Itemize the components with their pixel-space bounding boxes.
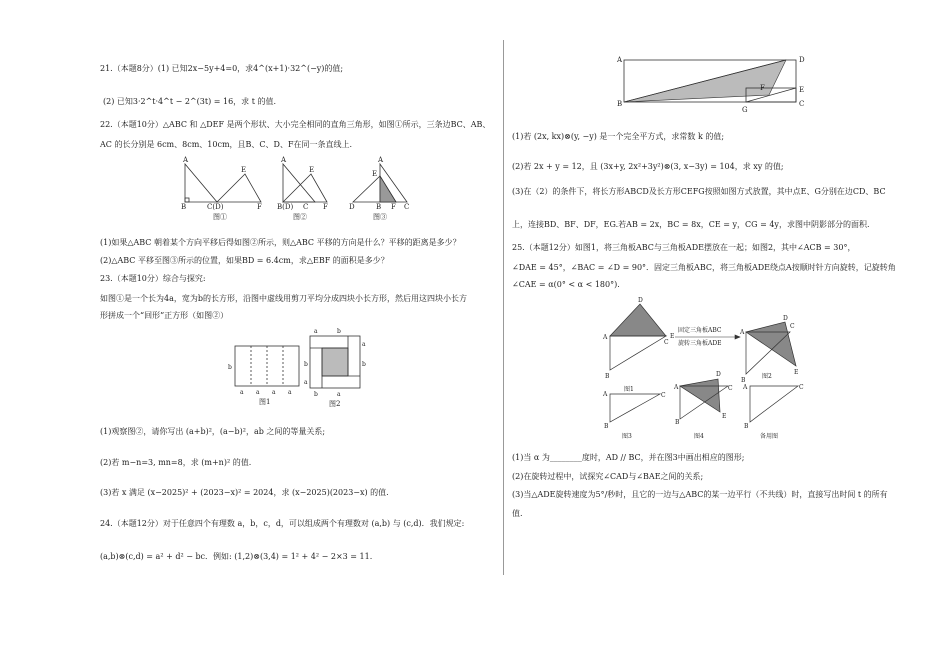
- svg-text:D: D: [799, 56, 805, 64]
- svg-text:A: A: [603, 334, 608, 341]
- q25-part1: (1)当 α 为________度时，AD // BC，并在图3中画出相应的图形;: [512, 453, 745, 462]
- svg-text:b: b: [362, 361, 366, 368]
- svg-text:B: B: [744, 423, 749, 430]
- q23-stem-line1: 如图①是一个长为4a，宽为b的长方形，沿图中虚线用剪刀平均分成四块小长方形，然后用这四块小长方: [100, 294, 467, 303]
- svg-text:B(D): B(D): [277, 203, 294, 211]
- q24-part1: (1)若 (2x, kx)⊗(y, −y) 是一个完全平方式，求常数 k 的值;: [512, 132, 725, 141]
- svg-text:a: a: [272, 389, 276, 396]
- q25-part3-line2: 值.: [512, 509, 523, 518]
- q25-caption-fixed: 固定三角板ABC: [678, 327, 722, 334]
- svg-text:A: A: [378, 156, 384, 164]
- svg-text:B: B: [376, 203, 382, 211]
- q25-figure-1: [602, 297, 674, 393]
- svg-text:A: A: [743, 384, 748, 391]
- svg-text:b: b: [304, 361, 308, 368]
- svg-text:C: C: [303, 203, 309, 211]
- svg-text:E: E: [241, 166, 247, 174]
- svg-text:C: C: [790, 323, 795, 330]
- q24-part2: (2)若 2x + y = 12，且 (3x+y, 2x²+3y²)⊗(3, x−3y) = 104，求 xy 的值;: [512, 162, 784, 171]
- svg-text:E: E: [309, 166, 315, 174]
- q22-stem-line1: 22.（本题10分）△ABC 和 △DEF 是两个形状、大小完全相同的直角三角形，如图①所示，三条边BC、AB、: [100, 120, 491, 129]
- q25-spare-figure: [742, 384, 804, 440]
- q24-part3-line2: 上，连接BD、BF、DF，EG.若AB = 2x，BC = 8x，CE = y，CG = 4y，求图中阴影部分的面积.: [512, 220, 870, 229]
- q22-figure-1: [185, 164, 261, 202]
- svg-text:D: D: [716, 371, 721, 378]
- svg-text:E: E: [722, 413, 727, 420]
- svg-text:B: B: [617, 100, 623, 108]
- q21-part1: 21.（本题8分）(1) 已知2x−5y+4=0，求4^(x+1)·32^(−y)的值;: [100, 64, 344, 73]
- svg-text:E: E: [799, 86, 805, 94]
- svg-text:B: B: [181, 203, 187, 211]
- q23-stem-line2: 形拼成一个“回形”正方形（如图②）: [100, 311, 229, 320]
- svg-text:A: A: [603, 391, 608, 398]
- right-column: [504, 0, 950, 672]
- q24-stem: 24.（本题12分）对于任意四个有理数 a，b，c，d，可以组成两个有理数对 (a,b) 与 (c,d)．我们规定:: [100, 519, 465, 528]
- svg-text:D: D: [783, 315, 788, 322]
- svg-text:A: A: [674, 384, 679, 391]
- q25-figure-2-label: 图2: [762, 373, 772, 380]
- q25-figure-1-label: 图1: [624, 386, 634, 393]
- svg-text:F: F: [391, 203, 396, 211]
- q22-figure-2-label: 图②: [293, 213, 307, 221]
- svg-text:A: A: [740, 329, 745, 336]
- q25-figure-4-label: 图4: [694, 433, 704, 440]
- q25-figure-3-label: 图3: [622, 433, 632, 440]
- q22-part1: (1)如果△ABC 朝着某个方向平移后得如图②所示，则△ABC 平移的方向是什么？平移的距离是多少？: [100, 238, 461, 247]
- q22-figure-3-label: 图③: [373, 213, 387, 221]
- svg-text:a: a: [362, 341, 366, 348]
- q21-part2: (2) 已知3·2^t·4^t − 2^(3t) = 16，求 t 的值.: [103, 97, 277, 106]
- q24-definition: (a,b)⊗(c,d) = a² + d² − bc．例如: (1,2)⊗(3,4) = 1² + 4² − 2×3 = 11.: [100, 552, 373, 561]
- q25-part2: (2)在旋转过程中，试探究∠CAD与∠BAE之间的关系;: [512, 472, 704, 481]
- q25-part3-line1: (3)当△ADE旋转速度为5°/秒时，且它的一边与△ABC的某一边平行（不共线）时，直接写出时间 t 的所有: [512, 490, 888, 499]
- svg-text:a: a: [337, 391, 341, 398]
- svg-text:C: C: [728, 385, 733, 392]
- q25-stem-line2: ∠DAE = 45°，∠BAC = ∠D = 90°．固定三角板ABC，将三角板ADE绕点A按顺时针方向旋转，记旋转角: [512, 263, 896, 272]
- q23-figure-1: [235, 346, 299, 386]
- svg-text:D: D: [638, 297, 643, 304]
- svg-text:C(D): C(D): [207, 203, 224, 211]
- svg-text:a: a: [256, 389, 260, 396]
- svg-text:A: A: [183, 156, 189, 164]
- q25-figure-3: [602, 391, 666, 440]
- q23-figure-1-label: 图1: [259, 398, 271, 406]
- svg-text:b: b: [314, 391, 318, 398]
- q23-figure-2: [310, 336, 360, 388]
- svg-text:a: a: [240, 389, 244, 396]
- q25-spare-figure-label: 备用图: [760, 433, 779, 440]
- q23-part2: (2)若 m−n=3, mn=8，求 (m+n)² 的值.: [100, 458, 252, 467]
- q23-figures: [225, 326, 375, 408]
- q24-figure: [614, 50, 814, 116]
- svg-text:F: F: [257, 203, 262, 211]
- svg-text:a: a: [288, 389, 292, 396]
- svg-text:E: E: [372, 170, 378, 178]
- q23-figure-2-label: 图2: [329, 400, 341, 408]
- svg-text:F: F: [323, 203, 328, 211]
- q23-part1: (1)观察图②，请你写出 (a+b)²，(a−b)²，ab 之间的等量关系;: [100, 427, 326, 436]
- svg-text:F: F: [760, 84, 765, 92]
- svg-text:a: a: [314, 328, 318, 335]
- q23-part3: (3)若 x 满足 (x−2025)² + (2023−x)² = 2024，求 (x−2025)(2023−x) 的值.: [100, 488, 389, 497]
- svg-text:C: C: [404, 203, 410, 211]
- q22-part2: (2)△ABC 平移至图③所示的位置，如果BD = 6.4cm，求△EBF 的面积是多少？: [100, 256, 389, 265]
- svg-text:B: B: [675, 419, 680, 426]
- q25-stem-line1: 25.（本题12分）如图1，将三角板ABC与三角板ADE摆放在一起；如图2，其中∠ACB = 30°，: [512, 243, 856, 252]
- svg-text:C: C: [661, 392, 666, 399]
- svg-text:A: A: [281, 156, 287, 164]
- q25-figure-4: [673, 371, 733, 440]
- q25-figure-2: [739, 315, 798, 384]
- svg-text:C: C: [799, 384, 804, 391]
- q22-figure-1-label: 图①: [213, 213, 227, 221]
- q22-figure-3: [353, 164, 407, 202]
- svg-text:C: C: [799, 100, 805, 108]
- q24-part3-line1: (3)在（2）的条件下，将长方形ABCD及长方形CEFG按照如图方式放置，其中点E、G分别在边CD、BC: [512, 187, 886, 196]
- q22-figures: [175, 152, 425, 224]
- svg-text:E: E: [794, 369, 799, 376]
- q22-figure-2: [283, 164, 327, 202]
- svg-text:C: C: [664, 339, 669, 346]
- svg-text:B: B: [604, 423, 609, 430]
- svg-text:B: B: [605, 373, 610, 380]
- q23-title: 23.（本题10分）综合与探究:: [100, 274, 206, 283]
- svg-text:b: b: [228, 364, 232, 371]
- svg-text:a: a: [304, 379, 308, 386]
- svg-text:A: A: [617, 56, 623, 64]
- q25-caption-rotate: 旋转三角板ADE: [678, 340, 722, 347]
- svg-text:E: E: [670, 333, 675, 340]
- svg-text:B: B: [741, 377, 746, 384]
- svg-text:b: b: [337, 328, 341, 335]
- svg-text:D: D: [349, 203, 355, 211]
- q22-stem-line2: AC 的长分别是 6cm、8cm、10cm，且B、C、D、F在同一条直线上.: [100, 140, 353, 149]
- q25-stem-line3: ∠CAE = α(0° < α < 180°).: [512, 280, 620, 289]
- svg-text:G: G: [742, 106, 748, 114]
- q25-figures: [600, 294, 850, 444]
